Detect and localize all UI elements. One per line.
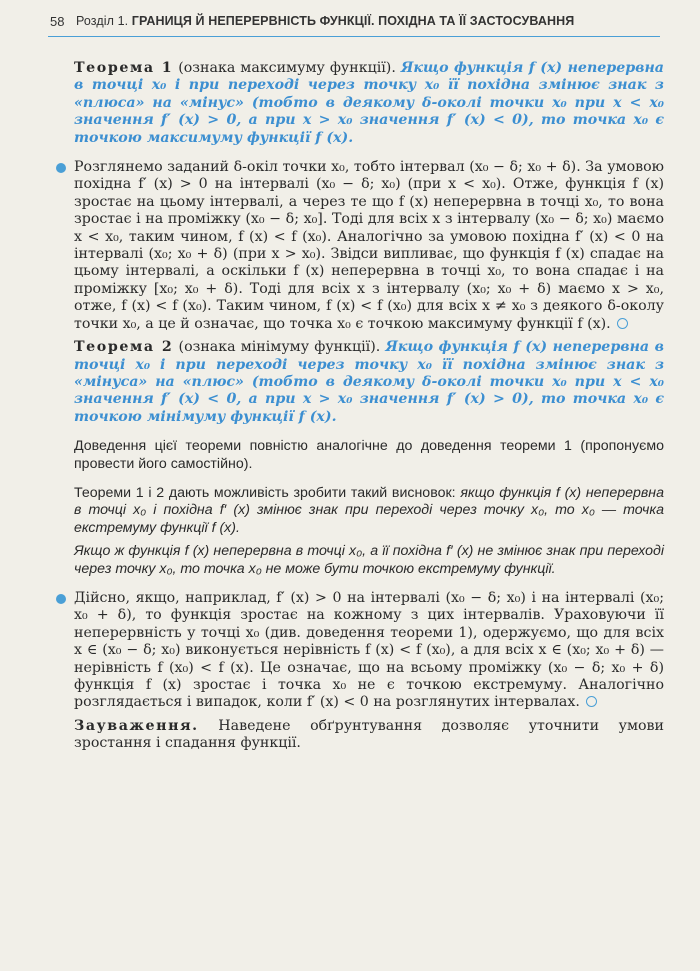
proof-1-text: Розглянемо заданий δ-окіл точки x₀, тобто інтервал (x₀ − δ; x₀ + δ). За умовою похідна f′ (x) > 0 на інтервалі (x₀ − δ; x₀) (при x < x₀). Отже, функція f (x) зростає на цьому інтервалі, а через те що f (x) неперервна в точці x₀, то вона зростає і на проміжку (x₀ − δ; x₀]. Тоді для всіх x з інтервалу (x₀ − δ; x₀) маємо x < x₀, таким чином, f (x) < f (x₀). Аналогічно за умовою похідна f′ (x) < 0 на інтервалі (x₀; x₀ + δ) (при x > x₀). Звідси випливає, що функція f (x) спадає на цьому інтервалі, а оскільки f (x) неперервна в точці x₀, то вона спадає і на проміжку [x₀; x₀ + δ). Тоді для всіх x з інтервалу (x₀; x₀ + δ) маємо x > x₀, отже, f (x) < f (x₀). Таким чином, f (x) < f (x₀) для всіх x ≠ x₀ з деякого δ-околу точки x₀, а це й означає, що точка x₀ є точкою максимуму функції f (x). bbox=[74, 159, 664, 332]
proof-2-note: Доведення цієї теореми повністю аналогічне до доведення теореми 1 (пропонуємо провести його самостійно). bbox=[74, 438, 664, 472]
theorem-1-statement: Якщо функція f (x) неперервна в точці x₀ і при переході через точку x₀ її похідна змінює знак з «плюса» на «мінус» (тобто в деякому δ-околі точки x₀ при x < x₀ значення f′ (x) > 0, а при x > x₀ значення f′ (x) < 0), то точка x₀ є точкою максимуму функції f (x). bbox=[74, 60, 664, 146]
proof-end-marker bbox=[586, 696, 597, 707]
theorem-1-heading: Теорема 1 bbox=[74, 60, 174, 76]
conclusion-lead: Теореми 1 і 2 дають можливість зробити такий висновок: bbox=[74, 484, 456, 501]
page-number: 58 bbox=[50, 14, 65, 29]
page-content bbox=[74, 60, 664, 753]
conclusion-italic: якщо функція f (x) неперервна в точці x₀ і похідна f′ (x) змінює знак при переході через точку x₀, то x₀ — точка екстремуму функції f (x). bbox=[74, 484, 664, 536]
page-header bbox=[0, 0, 700, 40]
chapter-title bbox=[76, 14, 574, 28]
theorem-2-statement: Якщо функція f (x) неперервна в точці x₀ і при переході через точку x₀ її похідна змінює знак з «мінуса» на «плюс» (тобто в деякому δ-околі точки x₀ при x < x₀ значення f′ (x) < 0, а при x > x₀ значення f′ (x) > 0), то точка x₀ є точкою мінімуму функції f (x). bbox=[74, 339, 665, 425]
proof-3-block bbox=[74, 590, 664, 712]
theorem-2-subtitle: (ознака мінімуму функції). bbox=[178, 339, 381, 356]
proof-1-block bbox=[74, 159, 664, 333]
converse-statement: Якщо ж функція f (x) неперервна в точці x₀, а її похідна f′ (x) не змінює знак при переході через точку x₀, то точка x₀ не може бути точкою екстремуму функції. bbox=[74, 543, 664, 577]
chapter-prefix: Розділ 1. bbox=[76, 14, 129, 28]
proof-end-marker bbox=[617, 318, 628, 329]
theorem-1-subtitle: (ознака максимуму функції). bbox=[178, 60, 396, 76]
remark-heading: Зауваження. bbox=[74, 717, 199, 734]
proof-start-marker bbox=[56, 163, 66, 173]
proof-start-marker bbox=[56, 594, 66, 604]
theorem-1 bbox=[74, 60, 664, 147]
proof-3-text: Дійсно, якщо, наприклад, f′ (x) > 0 на інтервалі (x₀ − δ; x₀) і на інтервалі (x₀; x₀ + δ), то функція зростає на кожному з цих інтервалів. Ураховуючи її неперервність у точці x₀ (див. доведення теореми 1), одержуємо, що для всіх x ∈ (x₀ − δ; x₀) виконується нерівність f (x) < f (x₀), а для всіх x ∈ (x₀; x₀ + δ) — нерівність f (x₀) < f (x). Це означає, що на всьому проміжку (x₀ − δ; x₀ + δ) функція f (x) зростає і точка x₀ не є точкою екстремуму. Аналогічно розглядається і випадок, коли f′ (x) < 0 на розглянутих інтервалах. bbox=[74, 589, 664, 711]
theorem-2 bbox=[74, 339, 664, 426]
chapter-title-text: ГРАНИЦЯ Й НЕПЕРЕРВНІСТЬ ФУНКЦІЇ. ПОХІДНА ТА ЇЇ ЗАСТОСУВАННЯ bbox=[131, 14, 575, 28]
remark bbox=[74, 718, 664, 753]
header-rule bbox=[48, 36, 660, 37]
conclusion bbox=[74, 485, 664, 537]
theorem-2-heading: Теорема 2 bbox=[74, 339, 174, 356]
remark-text: Наведене обґрунтування дозволяє уточнити умови зростання і спадання функції. bbox=[74, 717, 664, 752]
